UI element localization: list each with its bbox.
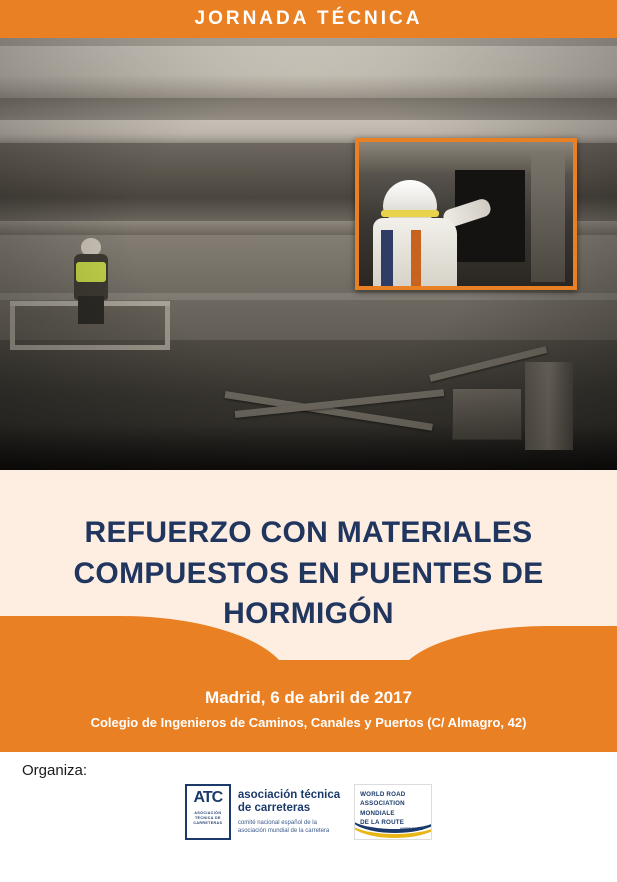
atc-logo-line2: de carreteras <box>237 802 311 815</box>
world-road-association-logo <box>354 784 432 840</box>
organiza-label: Organiza: <box>22 762 88 779</box>
info-band <box>0 660 617 752</box>
inset-worker-harness-strap <box>381 230 393 290</box>
wra-yellow-arc <box>354 804 432 838</box>
inset-helmet-band <box>381 210 439 217</box>
top-banner <box>0 0 617 38</box>
atc-logo <box>185 784 340 840</box>
wra-line3: MONDIALE <box>360 809 395 817</box>
wra-line2: ASSOCIATION <box>360 800 405 808</box>
atc-logo-text <box>238 789 340 835</box>
banner-kicker: JORNADA TÉCNICA <box>194 8 423 29</box>
atc-logo-mark <box>185 784 231 840</box>
wra-line4: DE LA ROUTE <box>360 818 405 826</box>
wra-line1: WORLD ROAD <box>360 791 406 798</box>
inset-column <box>531 152 565 282</box>
wra-acronyms: AIPCR PIARC <box>399 827 424 831</box>
event-info <box>0 688 617 730</box>
page-title: REFUERZO CON MATERIALES COMPUESTOS EN PUENTES DE HORMIGÓN <box>73 516 544 631</box>
footer <box>0 752 617 882</box>
logo-row <box>0 784 617 840</box>
inset-worker-harness-strap <box>411 230 421 290</box>
atc-logo-mark-sub: ASOCIACIÓN TÉCNICA DE CARRETERAS <box>193 811 223 826</box>
atc-logo-line3: comité nacional español de la asociación mundial de la carretera <box>237 819 330 834</box>
hero-photo <box>0 38 617 470</box>
event-date: Madrid, 6 de abril de 2017 <box>205 688 412 707</box>
atc-logo-line1: asociación técnica <box>237 789 341 802</box>
atc-logo-letters: ATC <box>193 789 223 806</box>
inset-photo <box>355 138 577 290</box>
event-venue: Colegio de Ingenieros de Caminos, Canales y Puertos (C/ Almagro, 42) <box>90 715 527 730</box>
